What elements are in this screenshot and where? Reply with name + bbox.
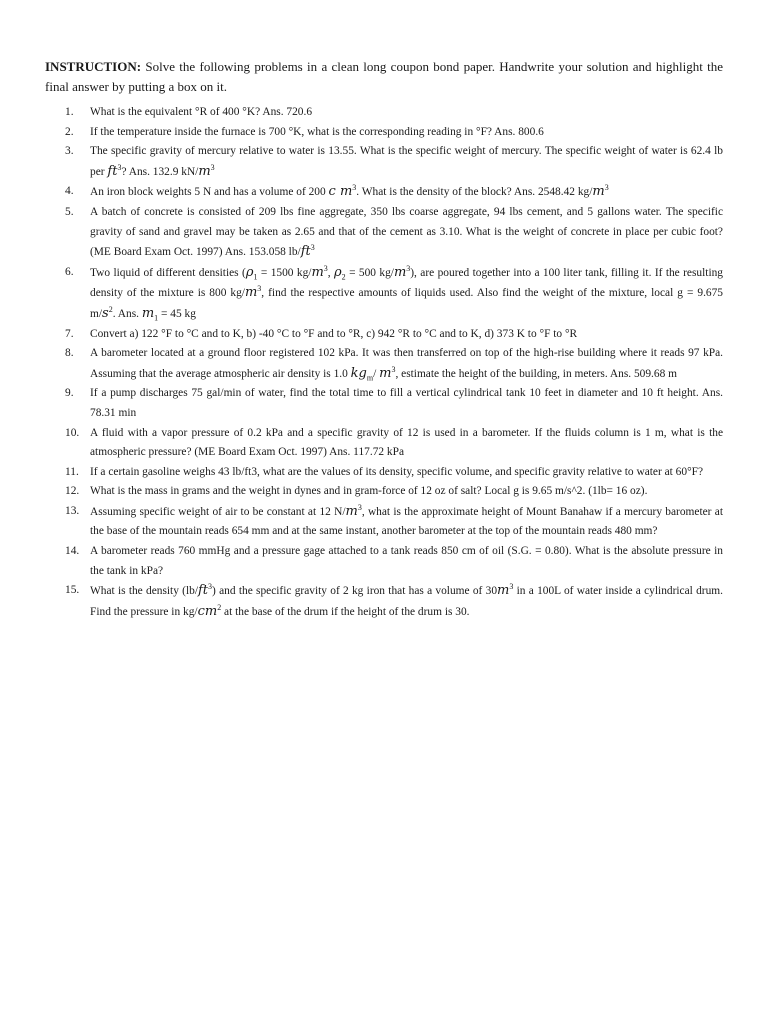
problem-text: . Ans.	[112, 307, 142, 320]
problem-13	[45, 502, 723, 542]
math-unit: m	[592, 184, 605, 200]
problem-text: If a pump discharges 75 gal/min of water, find the total time to fill a vertical cylindrical tank 10 feet in diameter and 10 ft height. Ans. 78.31 min	[90, 387, 723, 419]
document-page	[45, 57, 723, 622]
problem-number: 13.	[65, 504, 80, 517]
problem-number: 5.	[65, 205, 74, 218]
problem-number: 1.	[65, 106, 74, 118]
problem-9	[45, 384, 723, 423]
subscript: m	[366, 373, 374, 382]
problem-text: = 500 kg/	[345, 266, 394, 279]
problem-text: , find the respective amounts of liquids used. Also find the weight of the mixture, local g = 9.675 m/	[90, 287, 724, 320]
problem-text: Assuming specific weight of air to be constant at 12 N/	[90, 505, 346, 518]
exponent: 3	[257, 284, 262, 294]
problem-text: What is the density (lb/	[90, 585, 198, 598]
exponent: 2	[217, 603, 222, 613]
problem-text: The specific gravity of mercury relative to water is 13.55. What is the specific weight of mercury. The specific weight of water is 62.4 lb per	[90, 145, 723, 178]
problem-14	[45, 542, 723, 581]
problem-text: What is the equivalent °R of 400 °K? Ans. 720.6	[90, 106, 313, 118]
problem-4	[45, 182, 723, 203]
subscript: 2	[341, 272, 346, 282]
problem-text: Two liquid of different densities (	[90, 266, 246, 279]
problem-number: 11.	[65, 465, 79, 478]
instruction-paragraph	[45, 57, 723, 97]
problem-10	[45, 424, 723, 463]
problem-number: 2.	[65, 125, 74, 138]
subscript: 1	[253, 272, 258, 282]
math-unit: ft	[107, 163, 118, 179]
math-unit: m	[311, 264, 324, 280]
math-unit: cm	[197, 603, 218, 619]
math-symbol: ρ	[334, 264, 342, 280]
exponent: 3	[323, 263, 328, 273]
math-unit: m	[244, 285, 258, 301]
problem-number: 8.	[65, 347, 74, 360]
problem-number: 12.	[65, 485, 80, 498]
exponent: 3	[210, 162, 215, 172]
problem-text: A barometer reads 760 mmHg and a pressure gage attached to a tank reads 850 cm of oil (S.G. = 0.80). What is the absolute pressure in the tank in kPa?	[90, 545, 723, 577]
problem-text: What is the mass in grams and the weight in dynes and in gram-force of 12 oz of salt? Local g is 9.65 m/s^2. (1lb= 16 oz).	[90, 485, 648, 498]
problem-number: 7.	[65, 327, 74, 340]
problem-text: If a certain gasoline weighs 43 lb/ft3, what are the values of its density, specific volume, and specific gravity relative to water at 60°F?	[90, 465, 704, 478]
problem-number: 14.	[65, 545, 80, 558]
problem-7	[45, 325, 723, 345]
problem-list	[45, 103, 723, 622]
math-unit: m	[345, 503, 358, 519]
math-unit: ft	[198, 583, 209, 599]
problem-number: 9.	[65, 387, 74, 400]
problem-number: 4.	[65, 185, 74, 198]
instruction-text: Solve the following problems in a clean long coupon bond paper. Handwrite your solution and highlight the final answer by putting a box on it.	[45, 59, 723, 94]
problem-text: ? Ans. 132.9 kN/	[121, 165, 199, 178]
exponent: 3	[509, 582, 514, 592]
problem-text: A barometer located at a ground floor registered 102 kPa. It was then transferred on top of the high-rise building where it reads 97 kPa. Assuming that the average atmospheric air density is 1.0	[90, 347, 723, 380]
problem-3	[45, 142, 723, 182]
subscript: 1	[154, 313, 159, 323]
problem-text: A batch of concrete is consisted of 209 lbs fine aggregate, 350 lbs coarse aggregate, 94 lbs cement, and 5 gallons water. The specific gravity of sand and gravel may be taken as 2.65 and that of the cement as 3.10. What is the weight of concrete in place per cubic foot? (ME Board Exam Oct. 1997) Ans. 153.058 lb/	[90, 205, 723, 259]
math-unit: m	[497, 583, 510, 599]
problem-number: 15.	[65, 584, 80, 597]
math-unit: m	[379, 365, 392, 381]
exponent: 3	[604, 183, 609, 193]
problem-text: = 1500 kg/	[257, 266, 312, 279]
problem-text: , what is the approximate height of Mount Banahaw if a mercury barometer at the base of the mountain reads 654 mm and at the same instant, another barometer at the top of the mountain reads 480 mm?	[90, 505, 723, 538]
exponent: 3	[357, 503, 362, 513]
problem-text: = 45 kg	[158, 307, 196, 320]
problem-text: Convert a) 122 °F to °C and to K, b) -40 °C to °F and to °R, c) 942 °R to °C and to K, d) 373 K to °F to °R	[90, 327, 578, 340]
exponent: 3	[391, 364, 396, 374]
problem-text: at the base of the drum if the height of the drum is 30.	[221, 605, 470, 618]
problem-5	[45, 203, 723, 263]
problem-text: ), are poured together into a 100 liter tank, filling it. If the resulting density of the mixture is 800 kg/	[90, 266, 723, 300]
problem-number: 10.	[65, 426, 80, 439]
problem-number: 6.	[65, 265, 74, 278]
math-unit: ft	[300, 244, 311, 260]
problem-11	[45, 463, 723, 483]
problem-text: /	[373, 367, 380, 380]
problem-2	[45, 123, 723, 143]
math-unit: m	[198, 163, 211, 179]
problem-6	[45, 263, 723, 325]
problem-text: If the temperature inside the furnace is 700 °K, what is the corresponding reading in °F? Ans. 800.6	[90, 125, 544, 138]
exponent: 3	[117, 162, 122, 172]
instruction-label: INSTRUCTION:	[45, 59, 142, 74]
math-symbol: m	[141, 305, 155, 321]
problem-text: , estimate the height of the building, in meters. Ans. 509.68 m	[395, 367, 677, 380]
math-unit: c m	[328, 184, 353, 200]
problem-8	[45, 344, 723, 384]
problem-12	[45, 482, 723, 502]
math-unit: m	[393, 264, 407, 280]
problem-text: . What is the density of the block? Ans. 2548.42 kg/	[356, 186, 593, 199]
exponent: 3	[310, 243, 315, 253]
math-unit: s	[102, 305, 109, 321]
exponent: 3	[406, 263, 411, 273]
problem-text: ) and the specific gravity of 2 kg iron that has a volume of 30	[212, 585, 498, 598]
problem-text: in a 100L of water inside a cylindrical drum. Find the pressure in kg/	[90, 585, 723, 618]
problem-text: An iron block weights 5 N and has a volume of 200	[90, 186, 329, 199]
problem-text: ,	[327, 266, 335, 279]
exponent: 3	[352, 183, 357, 193]
problem-number: 3.	[65, 145, 74, 158]
problem-15	[45, 581, 723, 622]
math-unit: kg	[350, 365, 367, 381]
math-symbol: ρ	[245, 264, 254, 280]
exponent: 2	[108, 305, 113, 315]
problem-text: A fluid with a vapor pressure of 0.2 kPa and a specific gravity of 12 is used in a barometer. If the fluids column is 1 m, what is the atmospheric pressure? (ME Board Exam Oct. 1997) Ans. 117.72 kPa	[90, 426, 723, 459]
problem-1	[45, 103, 723, 123]
exponent: 3	[208, 582, 213, 592]
